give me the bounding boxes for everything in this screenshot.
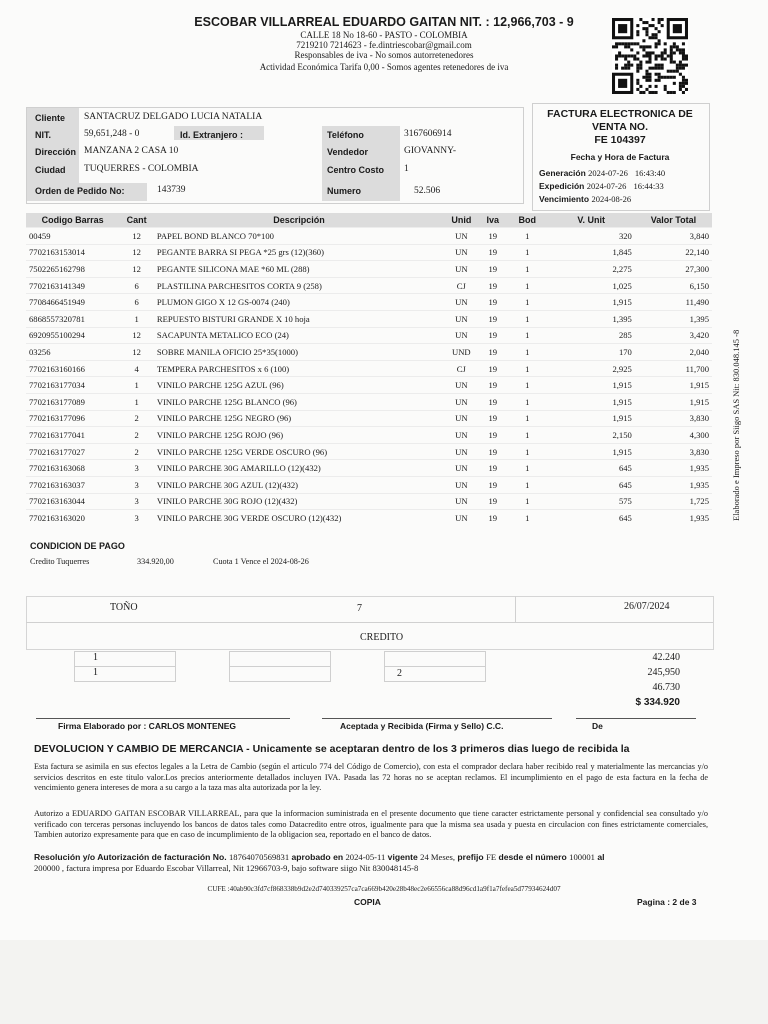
qr-code-icon (612, 18, 688, 94)
fecha-hora-label: Fecha y Hora de Factura (570, 152, 670, 162)
cell-codigo: 7502265162798 (26, 261, 119, 278)
cell-bod: 1 (507, 476, 548, 493)
firma-elaborado: Firma Elaborado por : CARLOS MONTENEG (58, 721, 237, 731)
table-row (26, 360, 712, 377)
cell-descripcion: PLUMON GIGO X 12 GS-0074 (240) (154, 294, 444, 311)
expedicion-time: 16:44:33 (633, 181, 664, 191)
cell-iva: 19 (479, 360, 507, 377)
cell-v-unit: 1,915 (548, 410, 635, 427)
legal-text-1: Esta factura se asimila en sus efectos legales a la Letra de Cambio (según el articulo 774 del Código de Comercio), con esta el comprador declara haber recibido real y materialmente las mercancias y/o servicios descritos en este titulo valor.Los precios anteriormente detallados incluyen IVA. Pasada las 72 horas no se aceptan reclamos. El incumplimiento en el pago de esta factura en la fecha de vencimiento genera intereses de mora a su cargo a la taza mas alta autorizada por la ley. (34, 762, 708, 793)
cell-bod: 1 (507, 460, 548, 477)
cell-bod: 1 (507, 427, 548, 444)
cell-valor-total: 1,915 (635, 393, 712, 410)
cell-cant: 3 (119, 460, 154, 477)
cell-v-unit: 1,845 (548, 244, 635, 261)
invoice-dates (539, 167, 665, 206)
table-row (26, 261, 712, 278)
cell-v-unit: 1,915 (548, 393, 635, 410)
cell-iva: 19 (479, 510, 507, 526)
cell-unid: UN (444, 427, 479, 444)
cell-bod: 1 (507, 228, 548, 245)
cell-codigo: 6920955100294 (26, 327, 119, 344)
cell-descripcion: VINILO PARCHE 125G NEGRO (96) (154, 410, 444, 427)
col-iva: Iva (479, 213, 507, 228)
company-title: ESCOBAR VILLARREAL EDUARDO GAITAN NIT. : 12,966,703 - 9 (194, 15, 574, 29)
table-row (26, 493, 712, 510)
cell-valor-total: 1,935 (635, 460, 712, 477)
table-row (26, 510, 712, 526)
cell-v-unit: 645 (548, 476, 635, 493)
cell-descripcion: VINILO PARCHE 30G VERDE OSCURO (12)(432) (154, 510, 444, 526)
box-3b-value: 2 (397, 668, 402, 679)
cell-descripcion: VINILO PARCHE 125G VERDE OSCURO (96) (154, 443, 444, 460)
cell-cant: 12 (119, 261, 154, 278)
cell-valor-total: 3,830 (635, 443, 712, 460)
copia-label: COPIA (354, 897, 381, 907)
table-row (26, 410, 712, 427)
cliente-value: SANTACRUZ DELGADO LUCIA NATALIA (84, 112, 263, 122)
cell-unid: UN (444, 410, 479, 427)
cell-valor-total: 1,725 (635, 493, 712, 510)
cell-bod: 1 (507, 410, 548, 427)
cell-bod: 1 (507, 393, 548, 410)
cell-descripcion: TEMPERA PARCHESITOS x 6 (100) (154, 360, 444, 377)
cell-cant: 3 (119, 476, 154, 493)
cell-unid: UN (444, 493, 479, 510)
cell-iva: 19 (479, 277, 507, 294)
centro-costo-label: Centro Costo (327, 165, 384, 175)
cell-codigo: 7702163177096 (26, 410, 119, 427)
resolucion-line-2: 200000 , factura impresa por Eduardo Escobar Villarreal, Nit 12966703-9, bajo software siigo Nit 830048145-8 (34, 863, 419, 873)
cell-descripcion: VINILO PARCHE 30G ROJO (12)(432) (154, 493, 444, 510)
cell-iva: 19 (479, 294, 507, 311)
cell-unid: UN (444, 393, 479, 410)
cell-descripcion: VINILO PARCHE 125G BLANCO (96) (154, 393, 444, 410)
cell-cant: 2 (119, 443, 154, 460)
cell-codigo: 7702163163037 (26, 476, 119, 493)
cell-codigo: 7702163141349 (26, 277, 119, 294)
cell-bod: 1 (507, 310, 548, 327)
cell-unid: UN (444, 476, 479, 493)
items-header-row (26, 213, 712, 228)
table-row (26, 327, 712, 344)
cell-descripcion: REPUESTO BISTURI GRANDE X 10 hoja (154, 310, 444, 327)
total-line-2: 245,950 (647, 667, 680, 678)
cell-codigo: 7702163177089 (26, 393, 119, 410)
cell-v-unit: 2,150 (548, 427, 635, 444)
numero-label: Numero (327, 186, 362, 196)
box-3a (384, 651, 486, 667)
cell-descripcion: PAPEL BOND BLANCO 70*100 (154, 228, 444, 245)
company-address: CALLE 18 No 18-60 - PASTO - COLOMBIA (300, 30, 468, 40)
cell-valor-total: 3,830 (635, 410, 712, 427)
cell-codigo: 7702163153014 (26, 244, 119, 261)
direccion-label: Dirección (35, 147, 77, 157)
cell-iva: 19 (479, 410, 507, 427)
cell-v-unit: 170 (548, 344, 635, 361)
box-2b (229, 666, 331, 682)
cell-cant: 6 (119, 277, 154, 294)
items-table (26, 213, 712, 526)
cell-codigo: 7708466451949 (26, 294, 119, 311)
cell-valor-total: 3,840 (635, 228, 712, 245)
box-1b (74, 666, 176, 682)
handwritten-seven: 7 (357, 603, 362, 614)
cell-cant: 1 (119, 310, 154, 327)
cell-descripcion: PEGANTE BARRA SI PEGA *25 grs (12)(360) (154, 244, 444, 261)
firma-aceptada: Aceptada y Recibida (Firma y Sello) C.C. (340, 721, 504, 731)
cell-descripcion: VINILO PARCHE 125G AZUL (96) (154, 377, 444, 394)
cell-bod: 1 (507, 493, 548, 510)
cufe: CUFE :40ab90c3fd7cf868338b9d2e2d740339257ca7ca669b420e28b48ec2e66556ca88d96cd1a9f1a7fefea5d77934624d07 (207, 885, 561, 893)
cell-unid: UN (444, 377, 479, 394)
cell-codigo: 7702163177034 (26, 377, 119, 394)
generacion-label: Generación (539, 168, 586, 178)
cell-v-unit: 575 (548, 493, 635, 510)
table-row (26, 344, 712, 361)
cell-cant: 1 (119, 393, 154, 410)
vencimiento-label: Vencimiento (539, 194, 590, 204)
cell-valor-total: 6,150 (635, 277, 712, 294)
cell-iva: 19 (479, 327, 507, 344)
generacion-date: 2024-07-26 (588, 168, 628, 178)
grand-total: $ 334.920 (635, 697, 680, 708)
cell-unid: UN (444, 510, 479, 526)
cell-unid: CJ (444, 360, 479, 377)
ciudad-value: TUQUERRES - COLOMBIA (84, 164, 199, 174)
centro-costo-value: 1 (404, 164, 409, 174)
cell-iva: 19 (479, 344, 507, 361)
table-row (26, 476, 712, 493)
invoice-number: FE 104397 (594, 134, 646, 146)
cell-v-unit: 1,915 (548, 294, 635, 311)
cell-iva: 19 (479, 493, 507, 510)
cell-iva: 19 (479, 244, 507, 261)
company-activity: Actividad Económica Tarifa 0,00 - Somos agentes retenedores de iva (259, 62, 509, 72)
cell-descripcion: PLASTILINA PARCHESITOS CORTA 9 (258) (154, 277, 444, 294)
generacion-time: 16:43:40 (634, 168, 666, 178)
nit-label: NIT. (35, 130, 52, 140)
cell-descripcion: SACAPUNTA METALICO ECO (24) (154, 327, 444, 344)
company-tax-info: Responsables de iva - No somos autorretenedores (294, 50, 474, 60)
vencimiento-date: 2024-08-26 (591, 194, 632, 204)
cell-unid: UN (444, 310, 479, 327)
box-1a-value: 1 (93, 652, 98, 663)
orden-pedido-value: 143739 (157, 185, 186, 195)
cell-unid: UN (444, 327, 479, 344)
cell-v-unit: 1,915 (548, 377, 635, 394)
col-valor-total: Valor Total (635, 213, 712, 228)
col-descripcion: Descripción (154, 213, 444, 228)
cell-cant: 1 (119, 377, 154, 394)
handwritten-date: 26/07/2024 (624, 601, 670, 612)
orden-pedido-label: Orden de Pedido No: (35, 186, 125, 196)
total-line-1: 42.240 (652, 652, 680, 663)
cell-cant: 3 (119, 510, 154, 526)
cell-descripcion: VINILO PARCHE 125G ROJO (96) (154, 427, 444, 444)
expedicion-label: Expedición (539, 181, 585, 191)
cell-bod: 1 (507, 344, 548, 361)
nit-value: 59,651,248 - 0 (84, 129, 140, 139)
expedicion-date: 2024-07-26 (586, 181, 627, 191)
telefono-value: 3167606914 (404, 129, 452, 139)
cell-codigo: 7702163163020 (26, 510, 119, 526)
table-row (26, 460, 712, 477)
cell-iva: 19 (479, 261, 507, 278)
cell-descripcion: VINILO PARCHE 30G AZUL (12)(432) (154, 476, 444, 493)
cell-codigo: 00459 (26, 228, 119, 245)
cell-iva: 19 (479, 427, 507, 444)
cell-cant: 4 (119, 360, 154, 377)
cell-unid: UN (444, 294, 479, 311)
table-row (26, 393, 712, 410)
cell-codigo: 03256 (26, 344, 119, 361)
table-row (26, 443, 712, 460)
cell-valor-total: 2,040 (635, 344, 712, 361)
cell-codigo: 7702163160166 (26, 360, 119, 377)
cell-cant: 2 (119, 427, 154, 444)
cell-bod: 1 (507, 327, 548, 344)
col-bod: Bod (507, 213, 548, 228)
invoice-title-2: VENTA NO. (591, 121, 648, 133)
id-extranjero-label: Id. Extranjero : (180, 130, 244, 140)
table-row (26, 310, 712, 327)
cell-unid: CJ (444, 277, 479, 294)
col-codigo-barras: Codigo Barras (26, 213, 119, 228)
cell-unid: UND (444, 344, 479, 361)
box-2a (229, 651, 331, 667)
cell-bod: 1 (507, 443, 548, 460)
payment-title: CONDICION DE PAGO (30, 541, 125, 551)
cell-iva: 19 (479, 377, 507, 394)
legal-text-2: Autorizo a EDUARDO GAITAN ESCOBAR VILLARREAL, para que la informacion suministrada en el presente documento que tiene caracter estrictamente personal y confidencial sea consultado y/o verificado con terceras personas incluyendo los bancos de datos tales como Datacredito entre otros, igualmente para que la misma sea usada y puesta en circulacion con fines estrictamente comerciales, Tambien autorizo expresamente para que en caso de incumplimiento de la obligacion sea, reportado en el banco de datos. (34, 809, 708, 840)
box-1a (74, 651, 176, 667)
cell-iva: 19 (479, 310, 507, 327)
col-unid: Unid (444, 213, 479, 228)
cell-v-unit: 1,025 (548, 277, 635, 294)
cell-codigo: 7702163177027 (26, 443, 119, 460)
cell-valor-total: 11,700 (635, 360, 712, 377)
col-v-unit: V. Unit (548, 213, 635, 228)
cell-valor-total: 1,935 (635, 510, 712, 526)
cliente-label: Cliente (35, 113, 66, 123)
pagina-label: Pagina : 2 de 3 (637, 897, 697, 907)
cell-valor-total: 1,935 (635, 476, 712, 493)
cell-descripcion: SOBRE MANILA OFICIO 25*35(1000) (154, 344, 444, 361)
numero-value: 52.506 (414, 186, 441, 196)
totals (600, 650, 680, 710)
cell-codigo: 7702163163044 (26, 493, 119, 510)
table-row (26, 244, 712, 261)
cell-v-unit: 645 (548, 510, 635, 526)
items-body (26, 228, 712, 526)
cell-cant: 3 (119, 493, 154, 510)
telefono-label: Teléfono (327, 130, 364, 140)
invoice-title-1: FACTURA ELECTRONICA DE (547, 108, 693, 120)
cell-iva: 19 (479, 228, 507, 245)
cell-bod: 1 (507, 261, 548, 278)
cell-valor-total: 11,490 (635, 294, 712, 311)
siigo-side-text: Elaborado e Impreso por Siigo SAS Nit: 830.048.145 -8 (731, 329, 741, 521)
table-row (26, 377, 712, 394)
cell-bod: 1 (507, 294, 548, 311)
cell-codigo: 7702163163068 (26, 460, 119, 477)
cell-codigo: 6868557320781 (26, 310, 119, 327)
cell-unid: UN (444, 261, 479, 278)
col-cant: Cant (119, 213, 154, 228)
cell-v-unit: 2,925 (548, 360, 635, 377)
cell-valor-total: 3,420 (635, 327, 712, 344)
cell-cant: 12 (119, 327, 154, 344)
cell-valor-total: 1,395 (635, 310, 712, 327)
cell-v-unit: 2,275 (548, 261, 635, 278)
cell-valor-total: 27,300 (635, 261, 712, 278)
cell-iva: 19 (479, 460, 507, 477)
cell-unid: UN (444, 228, 479, 245)
vendedor-label: Vendedor (327, 147, 369, 157)
cell-v-unit: 320 (548, 228, 635, 245)
direccion-value: MANZANA 2 CASA 10 (84, 146, 179, 156)
cell-cant: 6 (119, 294, 154, 311)
cell-unid: UN (444, 443, 479, 460)
cell-v-unit: 1,915 (548, 443, 635, 460)
cell-cant: 2 (119, 410, 154, 427)
cell-bod: 1 (507, 360, 548, 377)
payment-method: Credito Tuquerres (30, 557, 90, 566)
cell-bod: 1 (507, 510, 548, 526)
ciudad-label: Ciudad (35, 165, 66, 175)
vendedor-value: GIOVANNY- (404, 146, 457, 156)
table-row (26, 228, 712, 245)
handwritten-credito: CREDITO (360, 632, 404, 643)
total-line-3: 46.730 (652, 682, 680, 693)
cell-valor-total: 1,915 (635, 377, 712, 394)
cell-descripcion: VINILO PARCHE 30G AMARILLO (12)(432) (154, 460, 444, 477)
handwritten-name: TOÑO (110, 602, 138, 613)
table-row (26, 294, 712, 311)
cell-v-unit: 645 (548, 460, 635, 477)
company-contact: 7219210 7214623 - fe.dintriescobar@gmail.com (296, 40, 472, 50)
cell-iva: 19 (479, 476, 507, 493)
cell-valor-total: 22,140 (635, 244, 712, 261)
cell-iva: 19 (479, 393, 507, 410)
box-1b-value: 1 (93, 667, 98, 678)
cell-cant: 12 (119, 244, 154, 261)
cell-bod: 1 (507, 377, 548, 394)
cell-iva: 19 (479, 443, 507, 460)
resolucion-block: Resolución y/o Autorización de facturación No. 18764070569831 aprobado en 2024-05-11 vigente 24 Meses, prefijo FE desde el número 100001 al 200000 , factura impresa por Eduardo Escobar Villarreal, Nit 12966703-9, bajo software siigo Nit 830048145-8 (34, 852, 710, 874)
cell-unid: UN (444, 460, 479, 477)
devolucion-notice: DEVOLUCION Y CAMBIO DE MERCANCIA - Unicamente se aceptaran dentro de los 3 primeros dias luego de recibida la (34, 743, 630, 755)
payment-cuota: Cuota 1 Vence el 2024-08-26 (213, 557, 309, 566)
cell-descripcion: PEGANTE SILICONA MAE *60 ML (288) (154, 261, 444, 278)
table-row (26, 427, 712, 444)
cell-v-unit: 1,395 (548, 310, 635, 327)
payment-amount: 334.920,00 (137, 557, 174, 566)
cell-cant: 12 (119, 228, 154, 245)
cell-unid: UN (444, 244, 479, 261)
cell-codigo: 7702163177041 (26, 427, 119, 444)
cell-cant: 12 (119, 344, 154, 361)
cell-bod: 1 (507, 244, 548, 261)
cell-valor-total: 4,300 (635, 427, 712, 444)
cell-bod: 1 (507, 277, 548, 294)
firma-de: De (592, 721, 603, 731)
table-row (26, 277, 712, 294)
cell-v-unit: 285 (548, 327, 635, 344)
